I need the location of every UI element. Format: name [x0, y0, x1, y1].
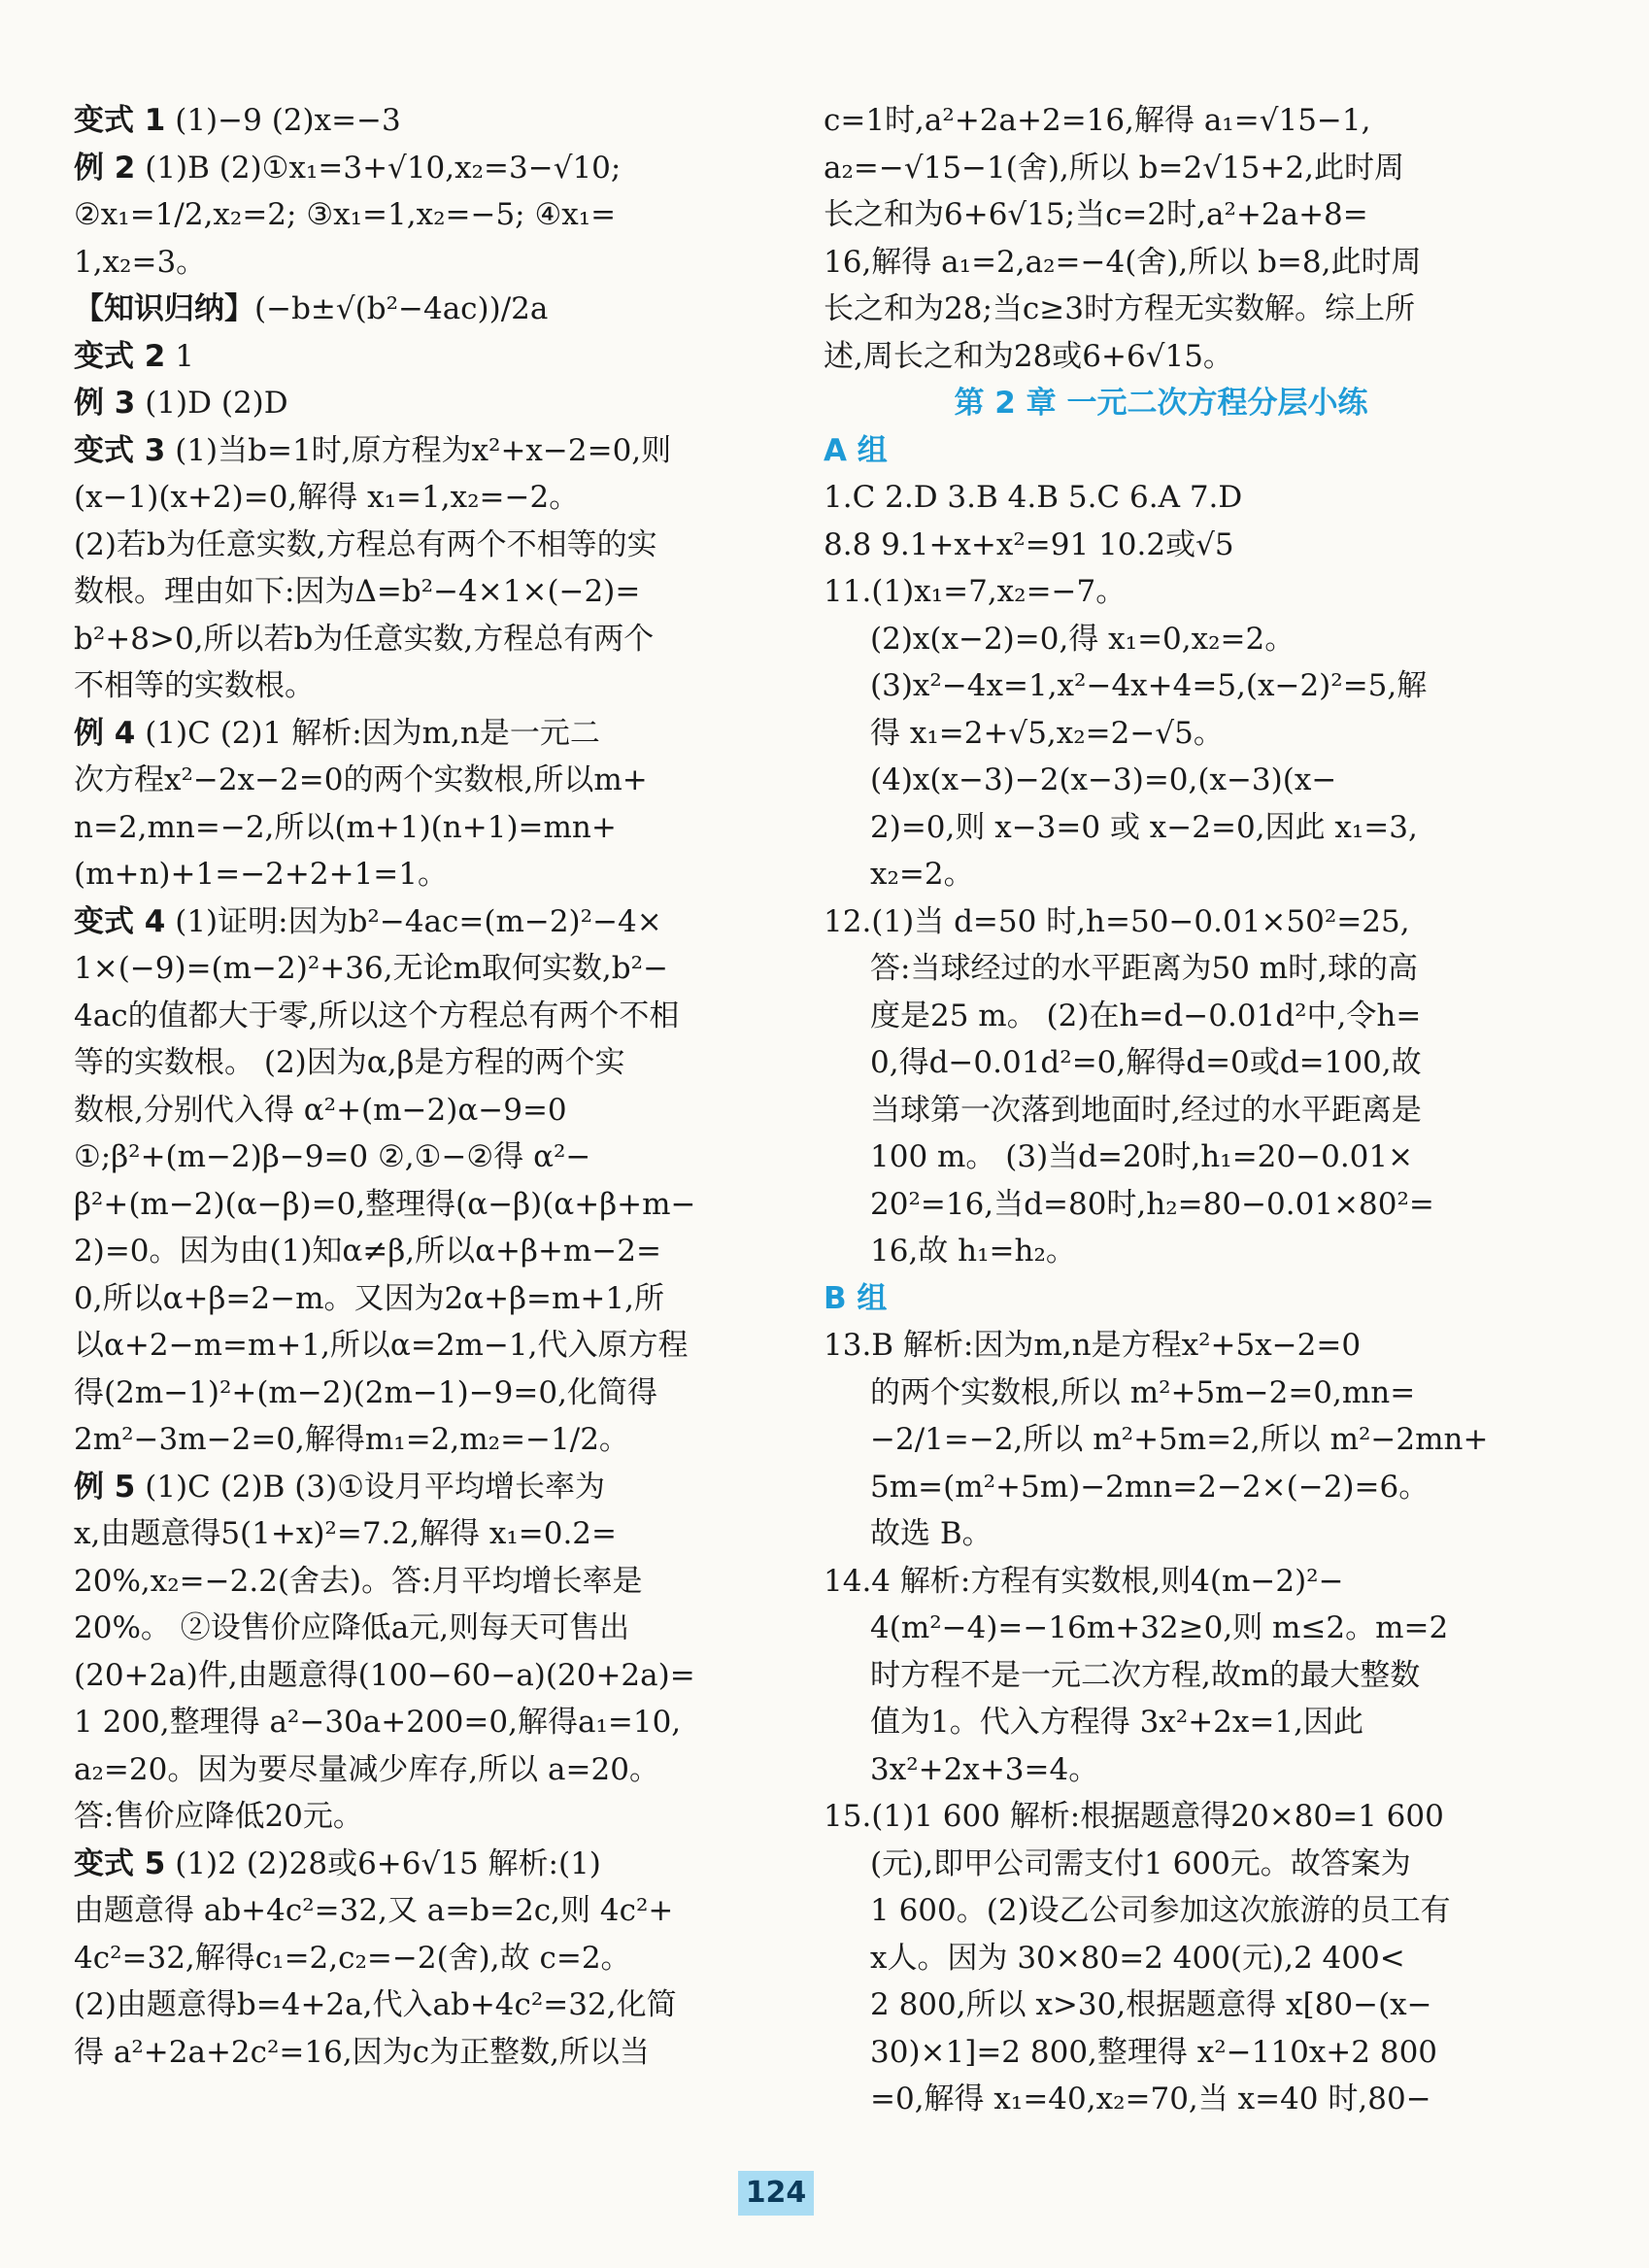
- answer-text: (−b±√(b²−4ac))/2a: [254, 291, 549, 326]
- answer-text: 1,x₂=3。: [74, 244, 207, 280]
- answer-label: 例 5: [74, 1469, 136, 1505]
- answer-line: 答:当球经过的水平距离为50 m时,球的高: [870, 951, 1418, 986]
- answer-line: 5m=(m²+5m)−2mn=2−2×(−2)=6。: [870, 1469, 1430, 1505]
- answer-line: [74, 1605, 742, 1652]
- answer-line: c=1时,a²+2a+2=16,解得 a₁=√15−1,: [824, 103, 1371, 138]
- answer-line: (2)x(x−2)=0,得 x₁=0,x₂=2。: [870, 621, 1296, 657]
- answer-line: [74, 333, 742, 381]
- answer-line: 当球第一次落到地面时,经过的水平距离是: [870, 1092, 1422, 1128]
- answer-line: [74, 1039, 742, 1087]
- answer-line: 度是25 m。 (2)在h=d−0.01d²中,令h=: [870, 998, 1422, 1033]
- answer-text: (x−1)(x+2)=0,解得 x₁=1,x₂=−2。: [74, 480, 580, 515]
- answer-text: 次方程x²−2x−2=0的两个实数根,所以m+: [74, 762, 648, 797]
- answer-line: =0,解得 x₁=40,x₂=70,当 x=40 时,80−: [870, 2082, 1431, 2116]
- answer-text: β²+(m−2)(α−β)=0,整理得(α−β)(α+β+m−: [74, 1186, 696, 1222]
- answer-text: 2m²−3m−2=0,解得m₁=2,m₂=−1/2。: [74, 1422, 629, 1457]
- answer-line: 8.8 9.1+x+x²=91 10.2或√5: [824, 526, 1234, 562]
- answer-line: 15.(1)1 600 解析:根据题意得20×80=1 600: [824, 1799, 1444, 1834]
- answer-text: (20+2a)件,由题意得(100−60−a)(20+2a)=: [74, 1657, 695, 1693]
- answer-text: 等的实数根。 (2)因为α,β是方程的两个实: [74, 1045, 625, 1080]
- answer-line: 16,解得 a₁=2,a₂=−4(舍),所以 b=8,此时周: [824, 244, 1422, 280]
- answer-line: 3x²+2x+3=4。: [870, 1751, 1099, 1787]
- answer-line: [74, 757, 742, 804]
- answer-text: 1: [165, 338, 194, 374]
- answer-text: 20%。 ②设售价应降低a元,则每天可售出: [74, 1610, 630, 1645]
- answer-line: 述,周长之和为28或6+6√15。: [824, 338, 1233, 374]
- answer-label: 例 2: [74, 150, 136, 186]
- answer-line: 时方程不是一元二次方程,故m的最大整数: [870, 1657, 1421, 1693]
- answer-line: [74, 1558, 742, 1606]
- answer-line: (4)x(x−3)−2(x−3)=0,(x−3)(x−: [870, 762, 1337, 797]
- answer-line: [74, 616, 742, 663]
- answer-label: 变式 1: [74, 103, 166, 138]
- answer-label: 例 3: [74, 386, 136, 421]
- answer-text: 4c²=32,解得c₁=2,c₂=−2(舍),故 c=2。: [74, 1940, 631, 1976]
- answer-line: [74, 1935, 742, 1982]
- answer-line: [74, 662, 742, 710]
- answer-text: 数根,分别代入得 α²+(m−2)α−9=0: [74, 1092, 567, 1128]
- group-heading: B 组: [824, 1280, 888, 1316]
- answer-line: [74, 380, 742, 427]
- answer-line: [74, 1699, 742, 1746]
- answer-text: 4ac的值都大于零,所以这个方程总有两个不相: [74, 998, 680, 1033]
- answer-line: [74, 710, 742, 758]
- answer-line: [74, 1887, 742, 1935]
- answer-label: 变式 5: [74, 1845, 166, 1881]
- answer-line: [74, 1087, 742, 1134]
- right-column: [824, 97, 1498, 2123]
- answer-line: 得 x₁=2+√5,x₂=2−√5。: [870, 715, 1224, 751]
- answer-line: (元),即甲公司需支付1 600元。故答案为: [870, 1845, 1411, 1881]
- answer-line: [74, 1510, 742, 1558]
- answer-line: [74, 239, 742, 287]
- answer-line: 值为1。代入方程得 3x²+2x=1,因此: [870, 1705, 1363, 1740]
- answer-text: a₂=20。因为要尽量减少库存,所以 a=20。: [74, 1751, 659, 1787]
- answer-line: 故选 B。: [870, 1516, 993, 1551]
- answer-line: [74, 1416, 742, 1464]
- answer-line: 长之和为6+6√15;当c=2时,a²+2a+8=: [824, 197, 1368, 232]
- answer-text: (2)若b为任意实数,方程总有两个不相等的实: [74, 526, 657, 562]
- answer-line: [74, 191, 742, 239]
- answer-line: [74, 97, 742, 145]
- answer-text: (1)B (2)①x₁=3+√10,x₂=3−√10;: [135, 150, 622, 186]
- answer-line: [74, 1134, 742, 1181]
- answer-text: x,由题意得5(1+x)²=7.2,解得 x₁=0.2=: [74, 1516, 617, 1551]
- answer-line: [74, 1793, 742, 1841]
- answer-line: [74, 1370, 742, 1417]
- answer-line: [74, 804, 742, 852]
- answer-line: x₂=2。: [870, 857, 974, 892]
- answer-label: 例 4: [74, 715, 136, 751]
- answer-line: x人。因为 30×80=2 400(元),2 400<: [870, 1940, 1405, 1976]
- answer-line: [74, 1464, 742, 1511]
- answer-label: 变式 2: [74, 338, 166, 374]
- answer-line: [74, 474, 742, 522]
- answer-text: 1 200,整理得 a²−30a+200=0,解得a₁=10,: [74, 1705, 682, 1740]
- answer-label: 变式 3: [74, 432, 166, 468]
- group-heading: A 组: [824, 432, 888, 468]
- answer-line: [74, 286, 742, 333]
- answer-text: 20%,x₂=−2.2(舍去)。答:月平均增长率是: [74, 1563, 643, 1599]
- answer-text: (1)D (2)D: [135, 386, 288, 421]
- answer-line: 1.C 2.D 3.B 4.B 5.C 6.A 7.D: [824, 480, 1243, 515]
- answer-text: (2)由题意得b=4+2a,代入ab+4c²=32,化简: [74, 1987, 677, 2022]
- answer-line: [74, 993, 742, 1040]
- answer-line: 0,得d−0.01d²=0,解得d=0或d=100,故: [870, 1045, 1422, 1080]
- answer-line: 20²=16,当d=80时,h₂=80−0.01×80²=: [870, 1186, 1434, 1222]
- answer-text: (1)证明:因为b²−4ac=(m−2)²−4×: [165, 903, 662, 939]
- answer-line: [74, 1841, 742, 1888]
- answer-line: [74, 945, 742, 993]
- answer-line: 的两个实数根,所以 m²+5m−2=0,mn=: [870, 1374, 1416, 1410]
- answer-text: (1)C (2)1 解析:因为m,n是一元二: [135, 715, 600, 751]
- answer-line: [74, 145, 742, 192]
- answer-line: [74, 1652, 742, 1700]
- answer-line: [74, 522, 742, 569]
- answer-line: [74, 898, 742, 946]
- answer-line: [74, 851, 742, 898]
- answer-label: 变式 4: [74, 903, 166, 939]
- answer-line: (3)x²−4x=1,x²−4x+4=5,(x−2)²=5,解: [870, 668, 1428, 703]
- answer-line: 长之和为28;当c≥3时方程无实数解。综上所: [824, 291, 1415, 326]
- answer-text: 得(2m−1)²+(m−2)(2m−1)−9=0,化简得: [74, 1374, 657, 1410]
- answer-line: [74, 1746, 742, 1794]
- answer-text: 1×(−9)=(m−2)²+36,无论m取何实数,b²−: [74, 951, 669, 986]
- answer-line: 100 m。 (3)当d=20时,h₁=20−0.01×: [870, 1139, 1414, 1174]
- answer-line: 13.B 解析:因为m,n是方程x²+5x−2=0: [824, 1328, 1362, 1363]
- answer-text: 答:售价应降低20元。: [74, 1799, 363, 1834]
- answer-line: [74, 568, 742, 616]
- answer-text: (1)−9 (2)x=−3: [165, 103, 401, 138]
- answer-line: 14.4 解析:方程有实数根,则4(m−2)²−: [824, 1563, 1344, 1599]
- answer-line: [74, 1181, 742, 1229]
- answer-line: 12.(1)当 d=50 时,h=50−0.01×50²=25,: [824, 903, 1410, 939]
- answer-text: 数根。理由如下:因为Δ=b²−4×1×(−2)=: [74, 574, 641, 609]
- answer-text: (m+n)+1=−2+2+1=1。: [74, 857, 448, 892]
- answer-text: (1)2 (2)28或6+6√15 解析:(1): [165, 1845, 601, 1881]
- answer-line: 4(m²−4)=−16m+32≥0,则 m≤2。m=2: [870, 1610, 1449, 1645]
- answer-text: 0,所以α+β=2−m。又因为2α+β=m+1,所: [74, 1280, 664, 1316]
- answer-line: [74, 427, 742, 475]
- answer-text: (1)C (2)B (3)①设月平均增长率为: [135, 1469, 605, 1505]
- answer-text: 以α+2−m=m+1,所以α=2m−1,代入原方程: [74, 1328, 689, 1363]
- answer-text: 不相等的实数根。: [74, 668, 315, 703]
- answer-line: 2)=0,则 x−3=0 或 x−2=0,因此 x₁=3,: [870, 809, 1418, 845]
- answer-line: [74, 1228, 742, 1275]
- answer-text: b²+8>0,所以若b为任意实数,方程总有两个: [74, 621, 655, 657]
- page-number: 124: [738, 2171, 814, 2216]
- answer-text: 得 a²+2a+2c²=16,因为c为正整数,所以当: [74, 2034, 650, 2070]
- answer-text: (1)当b=1时,原方程为x²+x−2=0,则: [165, 432, 672, 468]
- answer-line: 1 600。(2)设乙公司参加这次旅游的员工有: [870, 1893, 1451, 1928]
- answer-text: 2)=0。因为由(1)知α≠β,所以α+β+m−2=: [74, 1234, 661, 1269]
- answer-line: [74, 1322, 742, 1370]
- answer-text: 由题意得 ab+4c²=32,又 a=b=2c,则 4c²+: [74, 1893, 674, 1928]
- answer-line: −2/1=−2,所以 m²+5m=2,所以 m²−2mn+: [870, 1422, 1489, 1457]
- answer-line: 30)×1]=2 800,整理得 x²−110x+2 800: [870, 2034, 1438, 2070]
- answer-line: [74, 1275, 742, 1323]
- answer-text: ②x₁=1/2,x₂=2; ③x₁=1,x₂=−5; ④x₁=: [74, 197, 617, 232]
- chapter-heading: 第 2 章 一元二次方程分层小练: [954, 386, 1368, 421]
- answer-line: 11.(1)x₁=7,x₂=−7。: [824, 574, 1127, 609]
- answer-line: [74, 2029, 742, 2077]
- left-column: [74, 97, 742, 2076]
- answer-line: 16,故 h₁=h₂。: [870, 1234, 1076, 1269]
- answer-text: ①;β²+(m−2)β−9=0 ②,①−②得 α²−: [74, 1139, 591, 1174]
- answer-line: 2 800,所以 x>30,根据题意得 x[80−(x−: [870, 1987, 1432, 2022]
- answer-text: n=2,mn=−2,所以(m+1)(n+1)=mn+: [74, 809, 617, 845]
- answer-line: [74, 1981, 742, 2029]
- answer-label: 【知识归纳】: [74, 291, 254, 326]
- answer-line: a₂=−√15−1(舍),所以 b=2√15+2,此时周: [824, 150, 1404, 186]
